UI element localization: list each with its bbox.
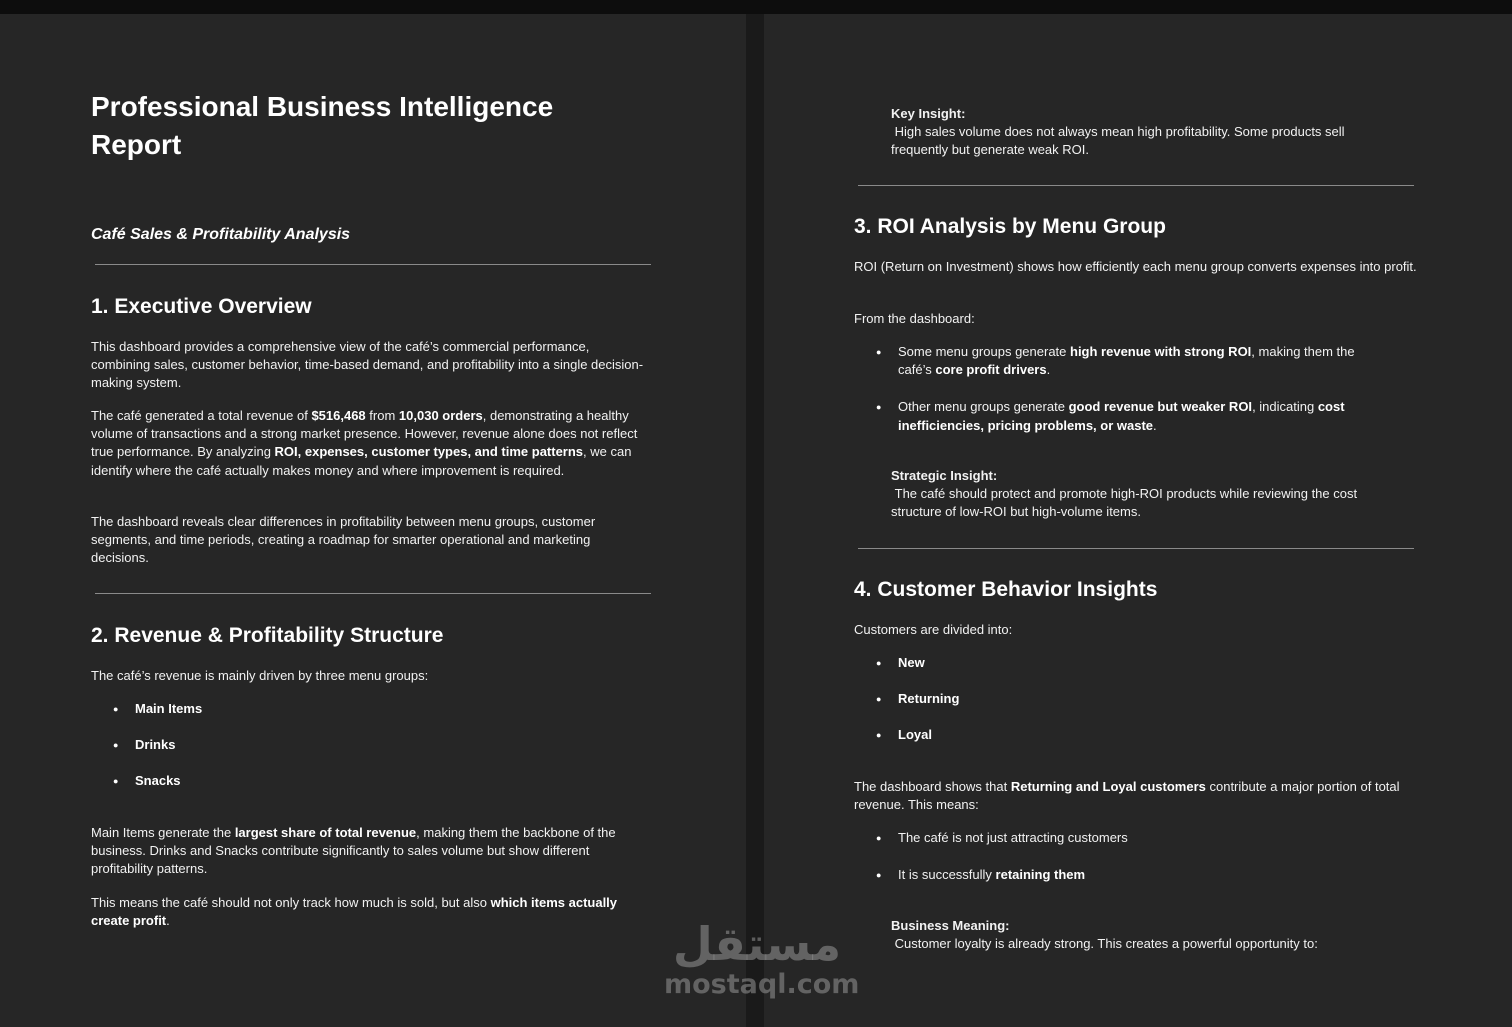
callout-text: High sales volume does not always mean high profitability. Some products sell frequently but generate weak ROI. [891, 124, 1349, 158]
paragraph: Customers are divided into: [854, 622, 1013, 637]
watermark-logo [664, 917, 860, 1000]
business-meaning-callout [891, 917, 1381, 953]
section-heading-roi-analysis: 3. ROI Analysis by Menu Group [854, 215, 1166, 238]
list-item: ● Other menu groups generate good revenue but weaker ROI, indicating cost inefficiencies, pricing problems, or waste. [876, 398, 1376, 434]
paragraph: The dashboard shows that Returning and Loyal customers contribute a major portion of total revenue. This means: [854, 779, 1400, 813]
paragraph: From the dashboard: [854, 311, 975, 326]
list-item: ● It is successfully retaining them [876, 866, 1376, 884]
list-item: ● Some menu groups generate high revenue with strong ROI, making them the café’s core profit drivers. [876, 343, 1376, 379]
callout-label: Strategic Insight: [891, 468, 998, 483]
customer-segments-list [876, 654, 1376, 745]
list-item: ● Snacks [113, 772, 613, 790]
paragraph: The café generated a total revenue of $516,468 from 10,030 orders, demonstrating a healthy volume of transactions and a strong market presence. However, revenue alone does not reflect true performance. By analyzing ROI, expenses, customer types, and time patterns, we can identify where the café actually makes money and where improvement is required. [91, 408, 638, 478]
section-divider [858, 185, 1414, 186]
watermark-latin: mostaql.com [664, 969, 860, 1000]
roi-findings-list [876, 343, 1376, 435]
section-heading-revenue-structure: 2. Revenue & Profitability Structure [91, 624, 444, 647]
list-item: ● The café is not just attracting customers [876, 829, 1376, 847]
report-subtitle: Café Sales & Profitability Analysis [91, 226, 351, 243]
callout-label: Business Meaning: [891, 918, 1010, 933]
callout-text: The café should protect and promote high-ROI products while reviewing the cost structure of low-ROI but high-volume items. [891, 486, 1361, 520]
key-insight-callout [891, 105, 1381, 160]
report-title: Professional Business Intelligence Report [91, 91, 554, 160]
list-item: ● Loyal [876, 726, 1376, 744]
list-item: ● Main Items [113, 700, 613, 718]
paragraph: The café’s revenue is mainly driven by three menu groups: [91, 668, 429, 683]
strategic-insight-callout [891, 467, 1366, 522]
section-heading-customer-behavior: 4. Customer Behavior Insights [854, 578, 1158, 601]
callout-label: Key Insight: [891, 106, 966, 121]
list-item: ● New [876, 654, 1376, 672]
top-bar [0, 0, 1512, 14]
callout-text: Customer loyalty is already strong. This creates a powerful opportunity to: [891, 936, 1318, 952]
section-divider [95, 264, 651, 265]
paragraph: This means the café should not only track how much is sold, but also which items actually create profit. [91, 895, 618, 929]
document-page-1 [0, 14, 746, 1027]
section-divider [858, 548, 1414, 549]
loyalty-meaning-list [876, 829, 1376, 884]
list-item: ● Returning [876, 690, 1376, 708]
list-item: ● Drinks [113, 736, 613, 754]
paragraph: The dashboard reveals clear differences in profitability between menu groups, customer segments, and time periods, creating a roadmap for smarter operational and marketing decisions. [91, 514, 596, 566]
paragraph: Main Items generate the largest share of total revenue, making them the backbone of the business. Drinks and Snacks contribute significantly to sales volume but show different profitability patterns. [91, 825, 616, 877]
paragraph: This dashboard provides a comprehensive view of the café’s commercial performance, combining sales, customer behavior, time-based demand, and profitability into a single decision-making system. [91, 339, 644, 391]
paragraph: ROI (Return on Investment) shows how efficiently each menu group converts expenses into profit. [854, 259, 1417, 274]
section-divider [95, 593, 651, 594]
document-page-2 [764, 14, 1512, 1027]
watermark-arabic: مستقل [672, 917, 842, 971]
menu-groups-list [113, 700, 613, 791]
page-gutter [746, 14, 764, 1027]
section-heading-executive-overview: 1. Executive Overview [91, 295, 312, 318]
